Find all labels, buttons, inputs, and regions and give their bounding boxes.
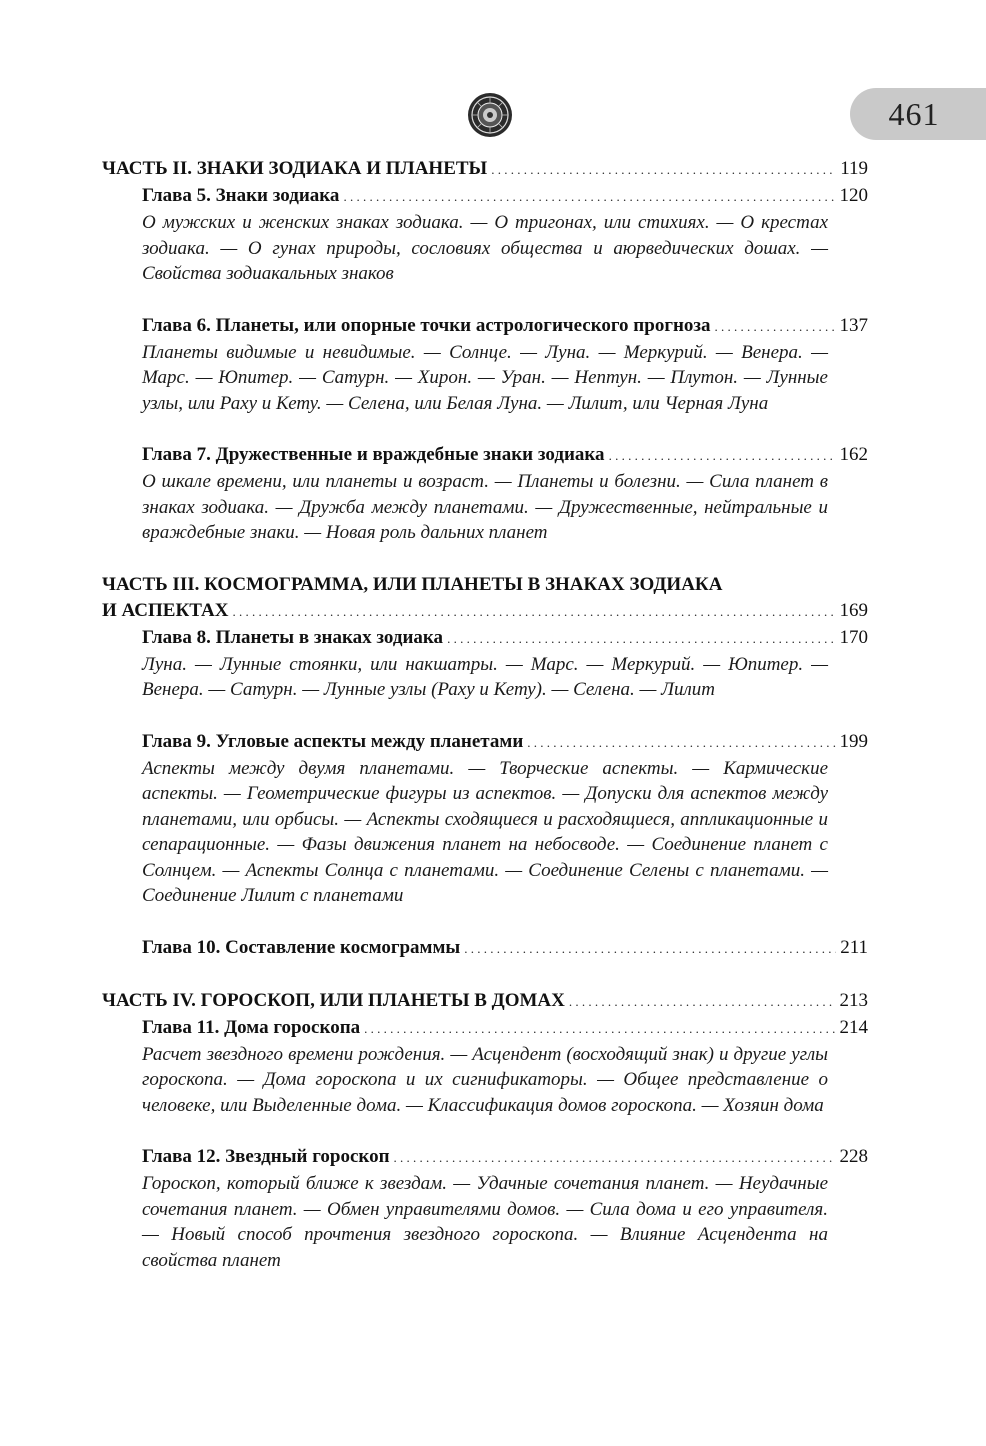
toc-chapter-title: Глава 8. Планеты в знаках зодиака <box>142 626 444 648</box>
leader-dots <box>715 314 836 340</box>
toc-page-number: 137 <box>839 314 868 336</box>
leader-dots <box>232 599 835 625</box>
toc-chapter-description: Расчет звездного времени рождения. — Асцендент (восходящий знак) и другие углы гороскопа. — Дома гороскопа и их сигнификаторы. — Общее представление о человеке, или Выделенные дома. — Классификация домов гороскопа. — Хозяин дома <box>142 1043 828 1116</box>
leader-dots <box>491 157 836 183</box>
toc-chapter-8[interactable] <box>102 625 868 652</box>
leader-dots <box>609 443 836 469</box>
toc-chapter-description: Луна. — Лунные стоянки, или накшатры. — Марс. — Меркурий. — Юпитер. — Венера. — Сатурн. — Лунные узлы (Раху и Кету). — Селена. — Лилит <box>142 653 828 700</box>
toc-part-title: ЧАСТЬ II. ЗНАКИ ЗОДИАКА И ПЛАНЕТЫ <box>102 158 488 179</box>
toc-chapter-7[interactable] <box>102 442 868 469</box>
leader-dots <box>464 936 836 962</box>
leader-dots <box>527 730 835 756</box>
toc-part-4[interactable] <box>102 988 868 1015</box>
leader-dots <box>447 626 835 652</box>
toc-chapter-10[interactable] <box>102 935 868 962</box>
page-number: 461 <box>888 95 940 132</box>
leader-dots <box>569 989 836 1015</box>
toc-chapter-title: Глава 12. Звездный гороскоп <box>142 1146 390 1167</box>
page-number-tab <box>850 88 986 140</box>
toc-page-number: 170 <box>839 626 868 648</box>
toc-chapter-title: Глава 5. Знаки зодиака <box>142 185 340 206</box>
toc-chapter-description: Гороскоп, который ближе к звездам. — Удачные сочетания планет. — Неудачные сочетания планет. — Обмен управителями домов. — Сила дома и его управителя. — Новый способ прочтения звездного гороскопа. — Влияние Асцендента на свойства планет <box>142 1173 828 1271</box>
toc-page-number: 120 <box>839 185 868 206</box>
toc-part-3[interactable] <box>102 598 868 625</box>
toc-chapter-title: Глава 11. Дома гороскопа <box>142 1016 361 1038</box>
toc-part-title: И АСПЕКТАХ <box>102 599 229 621</box>
toc-part-2[interactable] <box>102 156 868 183</box>
toc-chapter-title: Глава 9. Угловые аспекты между планетами <box>142 730 524 752</box>
leader-dots <box>343 184 835 210</box>
leader-dots <box>394 1145 836 1171</box>
toc-chapter-6[interactable] <box>102 313 868 340</box>
toc-chapter-description: О мужских и женских знаках зодиака. — О тригонах, или стихиях. — О крестах зодиака. — О гунах природы, сословиях общества и аюрведических дошах. — Свойства зодиакальных знаков <box>142 212 828 284</box>
toc-chapter-5[interactable] <box>102 183 868 210</box>
toc-chapter-title: Глава 7. Дружественные и враждебные знаки зодиака <box>142 444 605 465</box>
toc-chapter-description: О шкале времени, или планеты и возраст. — Планеты и болезни. — Сила планет в знаках зодиака. — Дружба между планетами. — Дружественные, нейтральные и враждебные знаки. — Новая роль дальних планет <box>142 471 828 543</box>
zodiac-wheel-icon <box>467 92 513 138</box>
toc-chapter-title: Глава 10. Составление космограммы <box>142 936 461 958</box>
leader-dots <box>364 1016 835 1042</box>
table-of-contents <box>102 156 868 1273</box>
toc-chapter-12[interactable] <box>102 1144 868 1171</box>
toc-page-number: 214 <box>839 1016 868 1038</box>
toc-page-number: 169 <box>839 599 868 621</box>
toc-chapter-description: Аспекты между двумя планетами. — Творческие аспекты. — Кармические аспекты. — Геометрические фигуры из аспектов. — Допуски для аспектов между планетами, или орбисы. — Аспекты сходящиеся и расходящиеся, аппликационные и сепарационные. — Фазы движения планет на небосводе. — Соединение планет с Солнцем. — Аспекты Солнца с планетами. — Соединение Селены с планетами. — Соединение Лилит с планетами <box>142 757 828 906</box>
toc-chapter-description: Планеты видимые и невидимые. — Солнце. — Луна. — Меркурий. — Венера. — Марс. — Юпитер. — Сатурн. — Хирон. — Уран. — Нептун. — Плутон. — Лунные узлы, или Раху и Кету. — Селена, или Белая Луна. — Лилит, или Черная Луна <box>142 341 828 414</box>
toc-page-number: 119 <box>840 158 868 179</box>
toc-page-number: 211 <box>840 936 868 958</box>
toc-part-title: ЧАСТЬ IV. ГОРОСКОП, ИЛИ ПЛАНЕТЫ В ДОМАХ <box>102 989 565 1011</box>
toc-page-number: 199 <box>839 730 868 752</box>
toc-chapter-9[interactable] <box>102 729 868 756</box>
toc-chapter-title: Глава 6. Планеты, или опорные точки астрологического прогноза <box>142 314 711 336</box>
toc-page-number: 213 <box>839 989 868 1011</box>
toc-page-number: 228 <box>839 1146 868 1167</box>
toc-chapter-11[interactable] <box>102 1015 868 1042</box>
toc-part-3-title-line-1[interactable]: ЧАСТЬ III. КОСМОГРАММА, ИЛИ ПЛАНЕТЫ В ЗНАКАХ ЗОДИАКА <box>102 573 723 595</box>
toc-page-number: 162 <box>839 444 868 465</box>
